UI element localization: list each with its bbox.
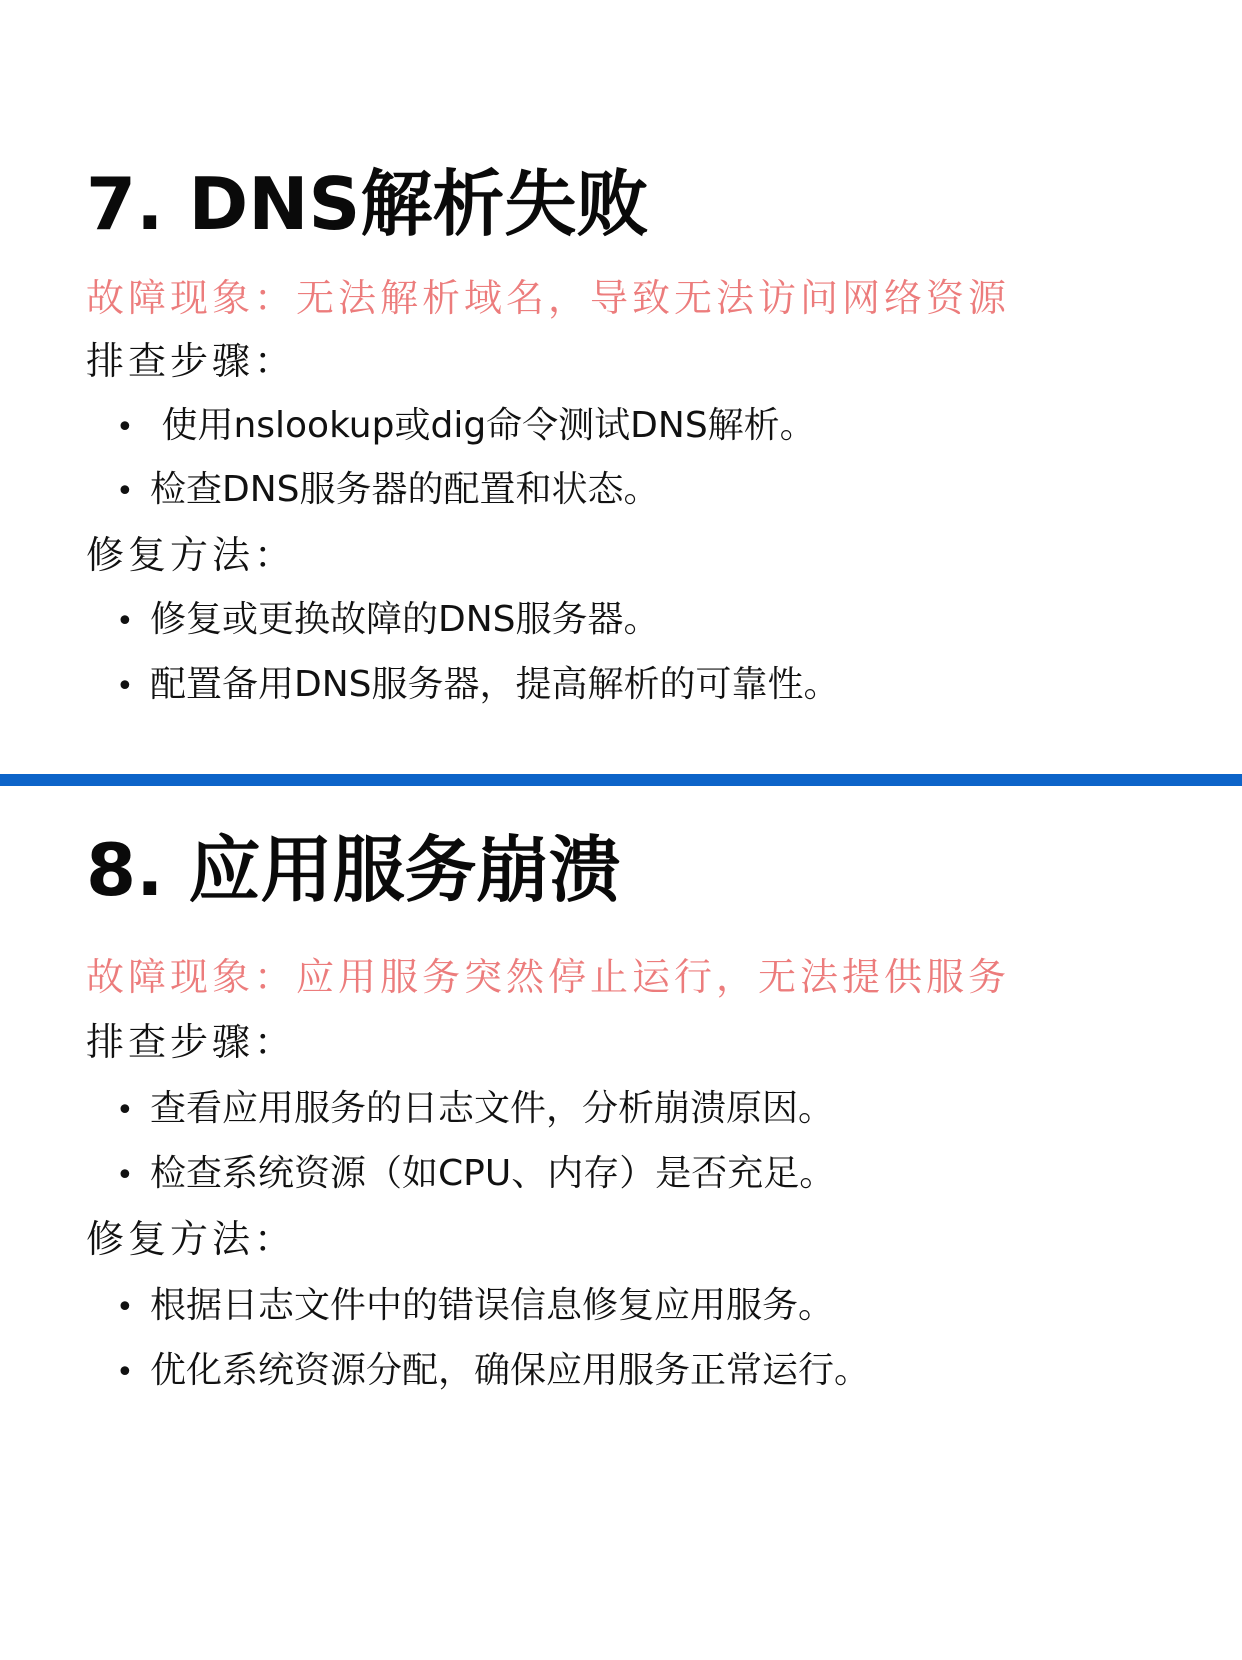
list-item — [116, 1150, 835, 1200]
fix-methods-label: 修复方法： — [86, 1217, 297, 1261]
list-item-text: 查看应用服务的日志文件，分析崩溃原因。 — [150, 1088, 835, 1129]
list-item-text: 检查系统资源（如CPU、内存）是否充足。 — [150, 1153, 836, 1194]
list-item — [116, 1347, 870, 1397]
list-item — [116, 1282, 834, 1332]
section-title: 8. 应用服务崩溃 — [86, 828, 621, 912]
bullet-icon: • — [116, 474, 134, 509]
list-item-text: 使用nslookup或dig命令测试DNS解析。 — [150, 405, 816, 446]
list-item — [116, 596, 660, 646]
check-steps-label: 排查步骤： — [86, 339, 297, 383]
list-item-text: 检查DNS服务器的配置和状态。 — [150, 469, 660, 510]
list-item — [116, 466, 660, 516]
fix-methods-label: 修复方法： — [86, 533, 297, 577]
bullet-icon: • — [116, 669, 134, 704]
list-item — [116, 1085, 834, 1135]
bullet-icon: • — [116, 1290, 134, 1325]
list-item-text: 修复或更换故障的DNS服务器。 — [150, 599, 660, 640]
list-item — [116, 661, 840, 711]
symptom-text: 故障现象：无法解析域名，导致无法访问网络资源 — [86, 276, 1011, 320]
list-item-text: 配置备用DNS服务器，提高解析的可靠性。 — [150, 664, 840, 705]
bullet-icon: • — [116, 604, 134, 639]
list-item — [116, 402, 816, 452]
section-title: 7. DNS解析失败 — [86, 162, 649, 246]
list-item-text: 根据日志文件中的错误信息修复应用服务。 — [150, 1285, 835, 1326]
symptom-text: 故障现象：应用服务突然停止运行，无法提供服务 — [86, 955, 1011, 999]
check-steps-label: 排查步骤： — [86, 1020, 297, 1064]
section-divider — [0, 774, 1242, 786]
bullet-icon: • — [116, 410, 134, 445]
bullet-icon: • — [116, 1093, 134, 1128]
bullet-icon: • — [116, 1158, 134, 1193]
bullet-icon: • — [116, 1355, 134, 1390]
list-item-text: 优化系统资源分配，确保应用服务正常运行。 — [150, 1350, 871, 1391]
